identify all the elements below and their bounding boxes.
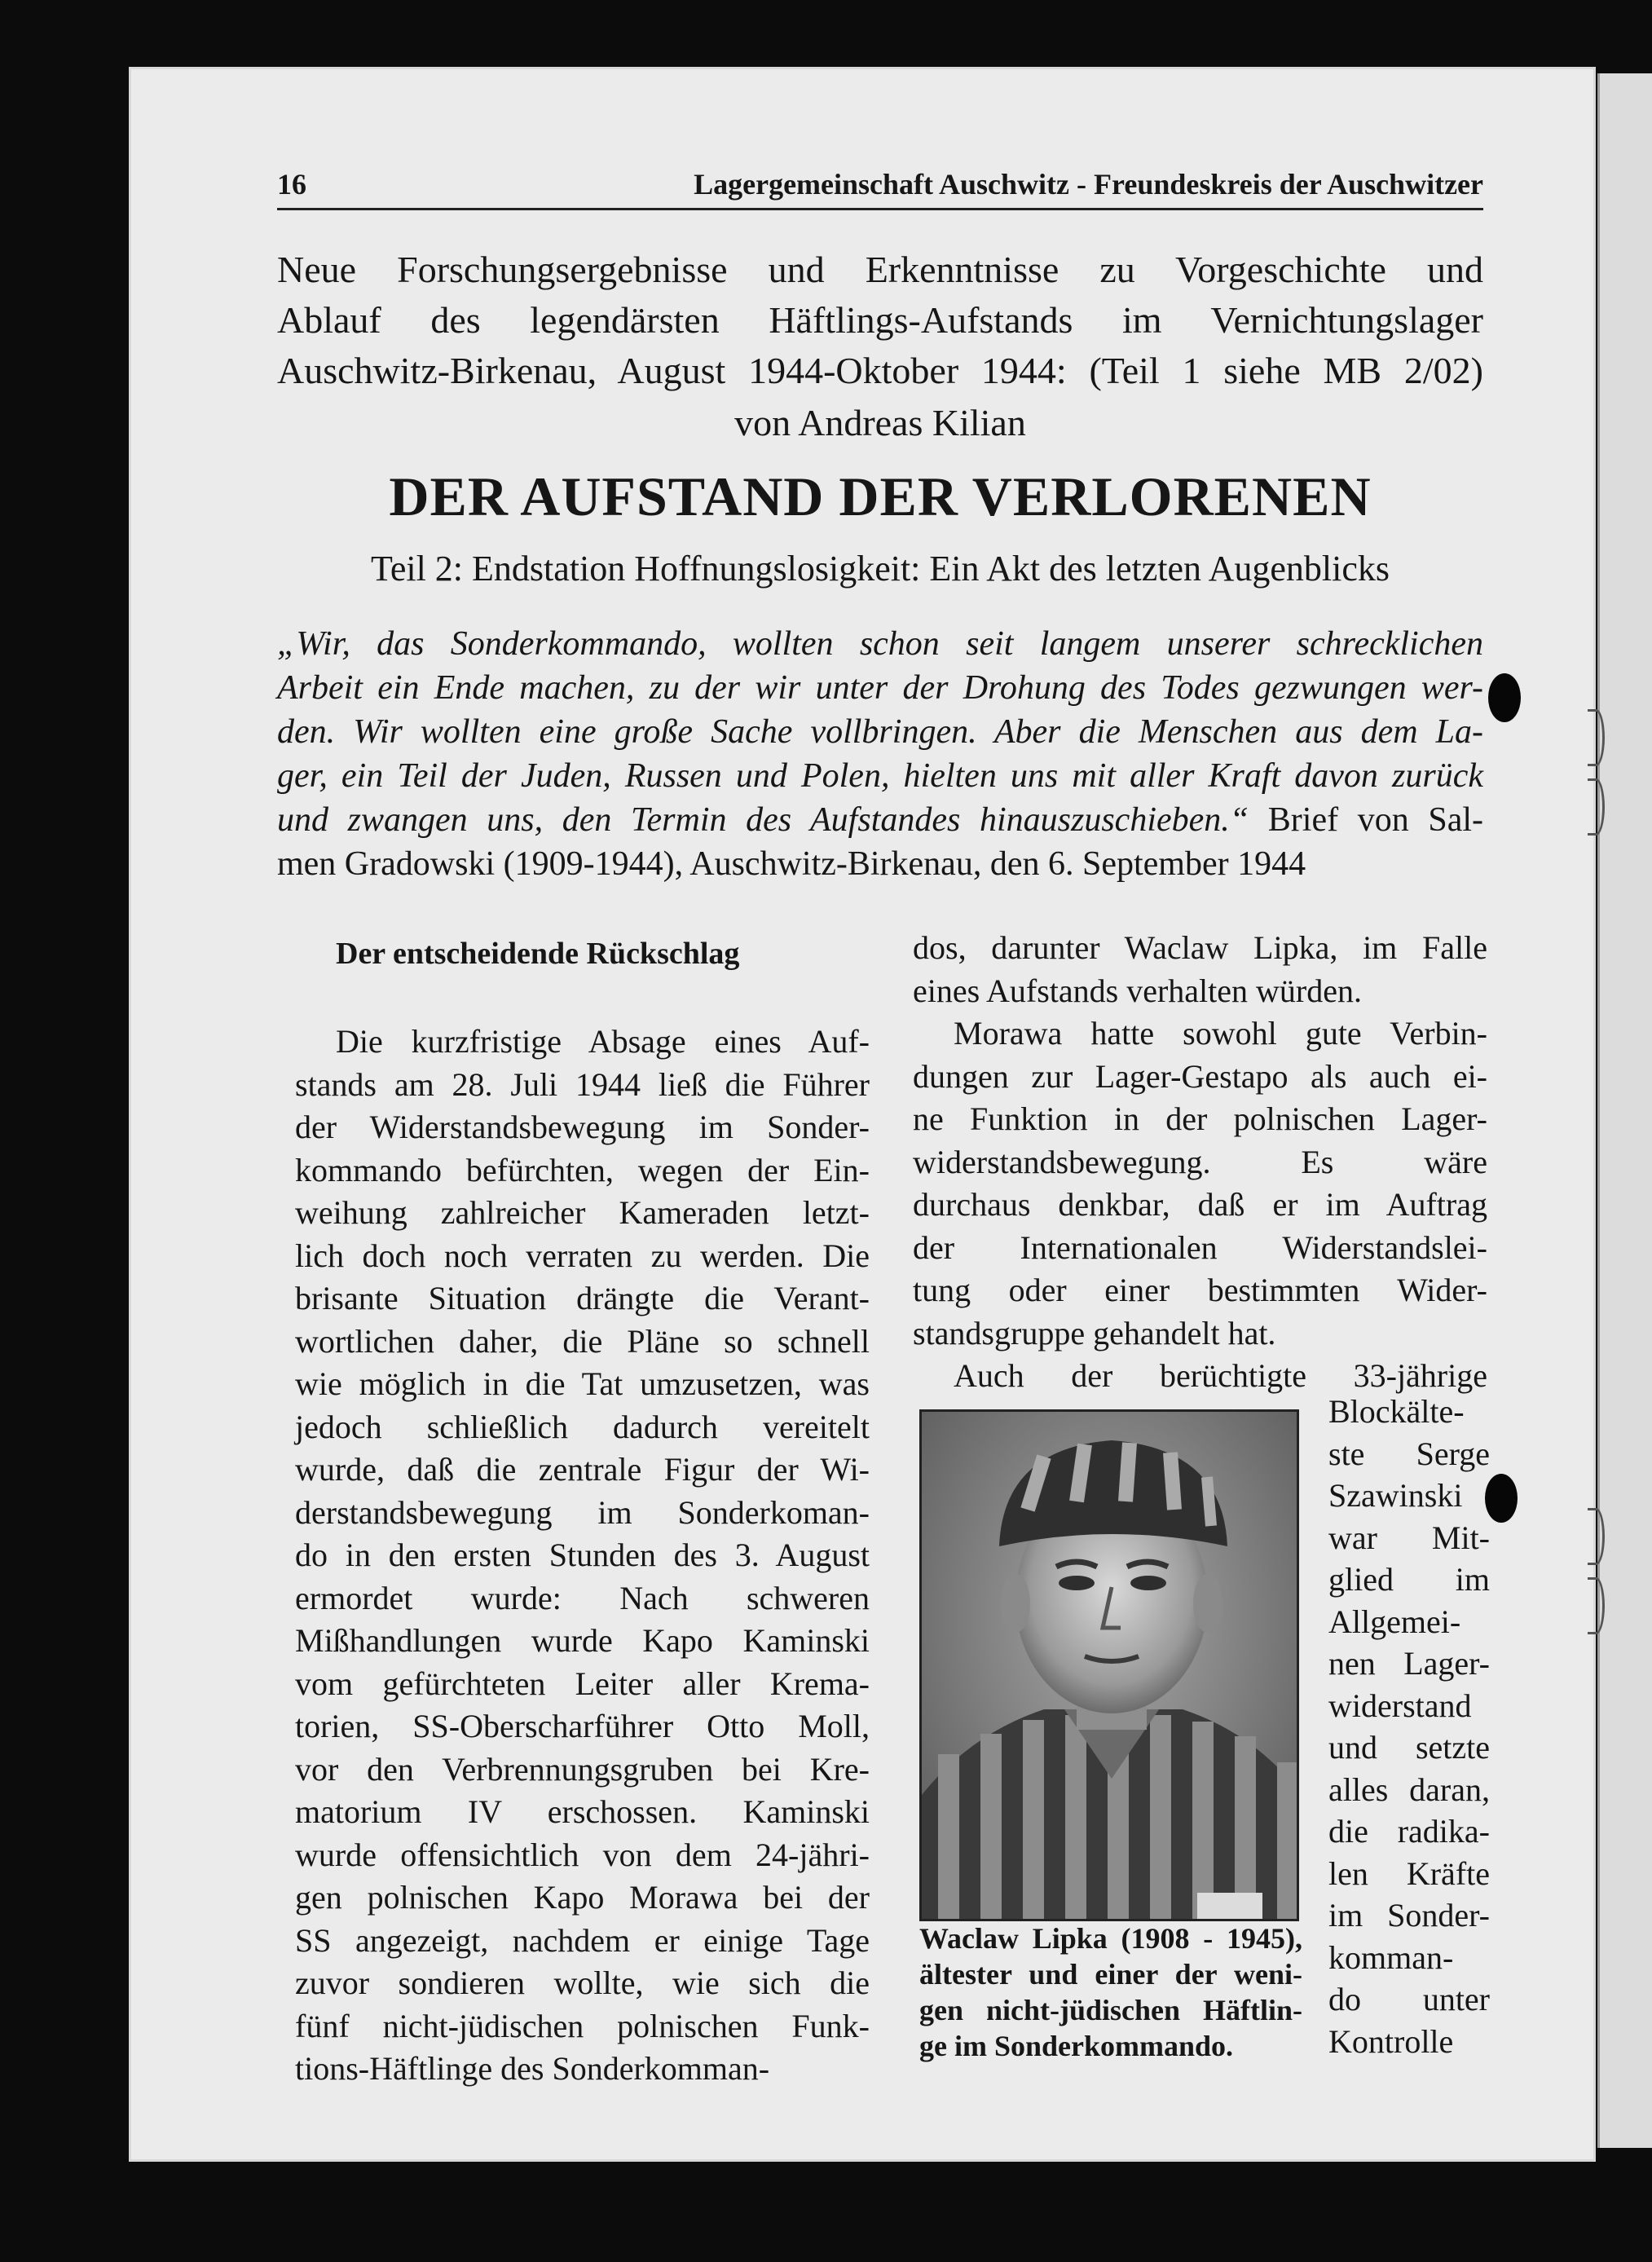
text-line: Blockälte-	[1328, 1393, 1465, 1430]
page-number: 16	[277, 168, 306, 201]
punch-hole	[1485, 1474, 1518, 1523]
article-subtitle: Teil 2: Endstation Hoffnungslosigkeit: Ein Akt des letzten Augenblicks	[371, 549, 1390, 589]
text-line: wurde, daß die zentrale Figur der Wi-	[295, 1451, 870, 1488]
text-line: dungen zur Lager-Gestapo als auch ei-	[913, 1057, 1487, 1095]
punch-hole	[1488, 673, 1521, 722]
text-line: war Mit-	[1328, 1519, 1490, 1556]
intro-line: Neue Forschungsergebnisse und Erkenntnisse zu Vorgeschichte und	[277, 249, 1483, 290]
text-line: glied im	[1328, 1561, 1490, 1598]
caption-line: ältester und einer der weni-	[919, 1958, 1302, 1991]
text-line: und setzte	[1328, 1729, 1490, 1766]
text-line: SS angezeigt, nachdem er einige Tage	[295, 1921, 870, 1959]
portrait-image	[922, 1412, 1299, 1921]
text-line: Morawa hatte sowohl gute Verbin-	[954, 1015, 1487, 1052]
text-line: wortlichen daher, die Pläne so schnell	[295, 1322, 870, 1360]
text-line: stands am 28. Juli 1944 ließ die Führer	[295, 1065, 870, 1103]
text-line: wurde offensichtlich von dem 24-jähri-	[295, 1836, 870, 1873]
portrait-photo	[919, 1409, 1299, 1921]
article-title: DER AUFSTAND DER VERLORENEN	[389, 465, 1372, 527]
text-line: matorium IV erschossen. Kaminski	[295, 1793, 870, 1830]
binding-ring	[1588, 1577, 1605, 1634]
text-line: nen Lager-	[1328, 1645, 1490, 1682]
text-line: standsgruppe gehandelt hat.	[913, 1314, 1276, 1351]
intro-line: Auschwitz-Birkenau, August 1944-Oktober 1944: (Teil 1 siehe MB 2/02)	[277, 350, 1483, 391]
quote-line	[277, 798, 1483, 842]
text-line: derstandsbewegung im Sonderkoman-	[295, 1493, 870, 1531]
caption-line: ge im Sonderkommando.	[919, 2030, 1234, 2062]
text-line: zuvor sondieren wollte, wie sich die	[295, 1964, 870, 2001]
quote-line: den. Wir wollten eine große Sache vollbringen. Aber die Menschen aus dem La-	[277, 713, 1483, 751]
text-line: vor den Verbrennungsgruben bei Kre-	[295, 1750, 870, 1788]
publication-title: Lagergemeinschaft Auschwitz - Freundeskreis der Auschwitzer	[694, 168, 1483, 201]
text-line: lich doch noch verraten zu werden. Die	[295, 1237, 870, 1274]
text-line: eines Aufstands verhalten würden.	[913, 972, 1362, 1009]
left-column	[295, 929, 870, 2091]
text-line: torien, SS-Oberscharführer Otto Moll,	[295, 1708, 870, 1744]
intro-paragraph	[277, 245, 1483, 396]
quote-line: Arbeit ein Ende machen, zu der wir unter der Drohung des Todes gezwungen wer-	[277, 669, 1483, 707]
text-line: die radika-	[1328, 1813, 1490, 1850]
binding-ring	[1588, 709, 1605, 766]
binding-ring	[1588, 778, 1605, 836]
text-line: widerstand	[1328, 1687, 1472, 1724]
text-line: komman-	[1328, 1938, 1454, 1976]
text-line: ermordet wurde: Nach schweren	[295, 1579, 870, 1616]
text-line: tions-Häftlinge des Sonderkomman-	[295, 2050, 770, 2087]
adjacent-page-edge	[1597, 73, 1652, 2148]
text-line: brisante Situation drängte die Verant-	[295, 1280, 870, 1316]
text-line: ste Serge	[1328, 1435, 1490, 1472]
text-line: tung oder einer bestimmten Wider-	[913, 1272, 1487, 1308]
right-column	[913, 927, 1487, 1398]
text-line: kommando befürchten, wegen der Ein-	[295, 1151, 870, 1188]
text-line: vom gefürchteten Leiter aller Krema-	[295, 1665, 870, 1702]
left-column-text	[295, 1021, 870, 2091]
caption-line: gen nicht-jüdischen Häftlin-	[919, 1994, 1302, 2026]
text-line: fünf nicht-jüdischen polnischen Funk-	[295, 2007, 870, 2044]
quote-line: „Wir, das Sonderkommando, wollten schon seit langem unserer schrecklichen	[277, 625, 1483, 663]
text-line: Auch der berüchtigte 33-jährige	[954, 1357, 1487, 1394]
text-line: der Internationalen Widerstandslei-	[913, 1228, 1487, 1266]
quote-source: Brief von Sal-	[1249, 801, 1484, 839]
text-line: Mißhandlungen wurde Kapo Kaminski	[295, 1622, 870, 1659]
quote-line: ger, ein Teil der Juden, Russen und Polen, hielten uns mit aller Kraft davon zurück	[277, 757, 1483, 795]
text-line: der Widerstandsbewegung im Sonder-	[295, 1109, 870, 1145]
text-line: durchaus denkbar, daß er im Auftrag	[913, 1186, 1487, 1223]
binding-ring	[1588, 1508, 1605, 1565]
author-line: von Andreas Kilian	[734, 402, 1026, 443]
text-line: widerstandsbewegung. Es wäre	[913, 1143, 1487, 1180]
text-line: len Kräfte	[1328, 1854, 1490, 1892]
quote-source-line: men Gradowski (1909-1944), Auschwitz-Birkenau, den 6. September 1944	[277, 845, 1306, 883]
text-line: im Sonder-	[1328, 1897, 1490, 1934]
running-header	[277, 160, 1483, 210]
text-line: Allgemei-	[1328, 1603, 1461, 1640]
text-line: do unter	[1328, 1981, 1490, 2017]
text-line: dos, darunter Waclaw Lipka, im Falle	[913, 929, 1487, 966]
text-line: alles daran,	[1328, 1770, 1490, 1808]
text-line: weihung zahlreicher Kameraden letzt-	[295, 1194, 870, 1231]
text-line: jedoch schließlich dadurch vereitelt	[295, 1408, 870, 1445]
intro-line: Ablauf des legendärsten Häftlings-Aufstands im Vernichtungslager	[277, 299, 1483, 341]
text-line: ne Funktion in der polnischen Lager-	[913, 1100, 1487, 1137]
narrow-column-text	[1328, 1391, 1490, 2062]
caption-line: Waclaw Lipka (1908 - 1945),	[919, 1922, 1302, 1955]
text-line: wie möglich in die Tat umzusetzen, was	[295, 1365, 870, 1402]
photo-caption	[919, 1920, 1302, 2064]
epigraph-quote	[277, 622, 1483, 886]
quote-text: und zwangen uns, den Termin des Aufstandes hinauszuschieben.“	[277, 801, 1249, 839]
section-heading: Der entscheidende Rückschlag	[336, 937, 740, 971]
text-line: Die kurzfristige Absage eines Auf-	[336, 1023, 870, 1060]
text-line: do in den ersten Stunden des 3. August	[295, 1537, 870, 1573]
text-line: Szawinski	[1328, 1477, 1463, 1514]
text-line: Kontrolle	[1328, 2022, 1454, 2060]
text-line: gen polnischen Kapo Morawa bei der	[295, 1879, 870, 1916]
